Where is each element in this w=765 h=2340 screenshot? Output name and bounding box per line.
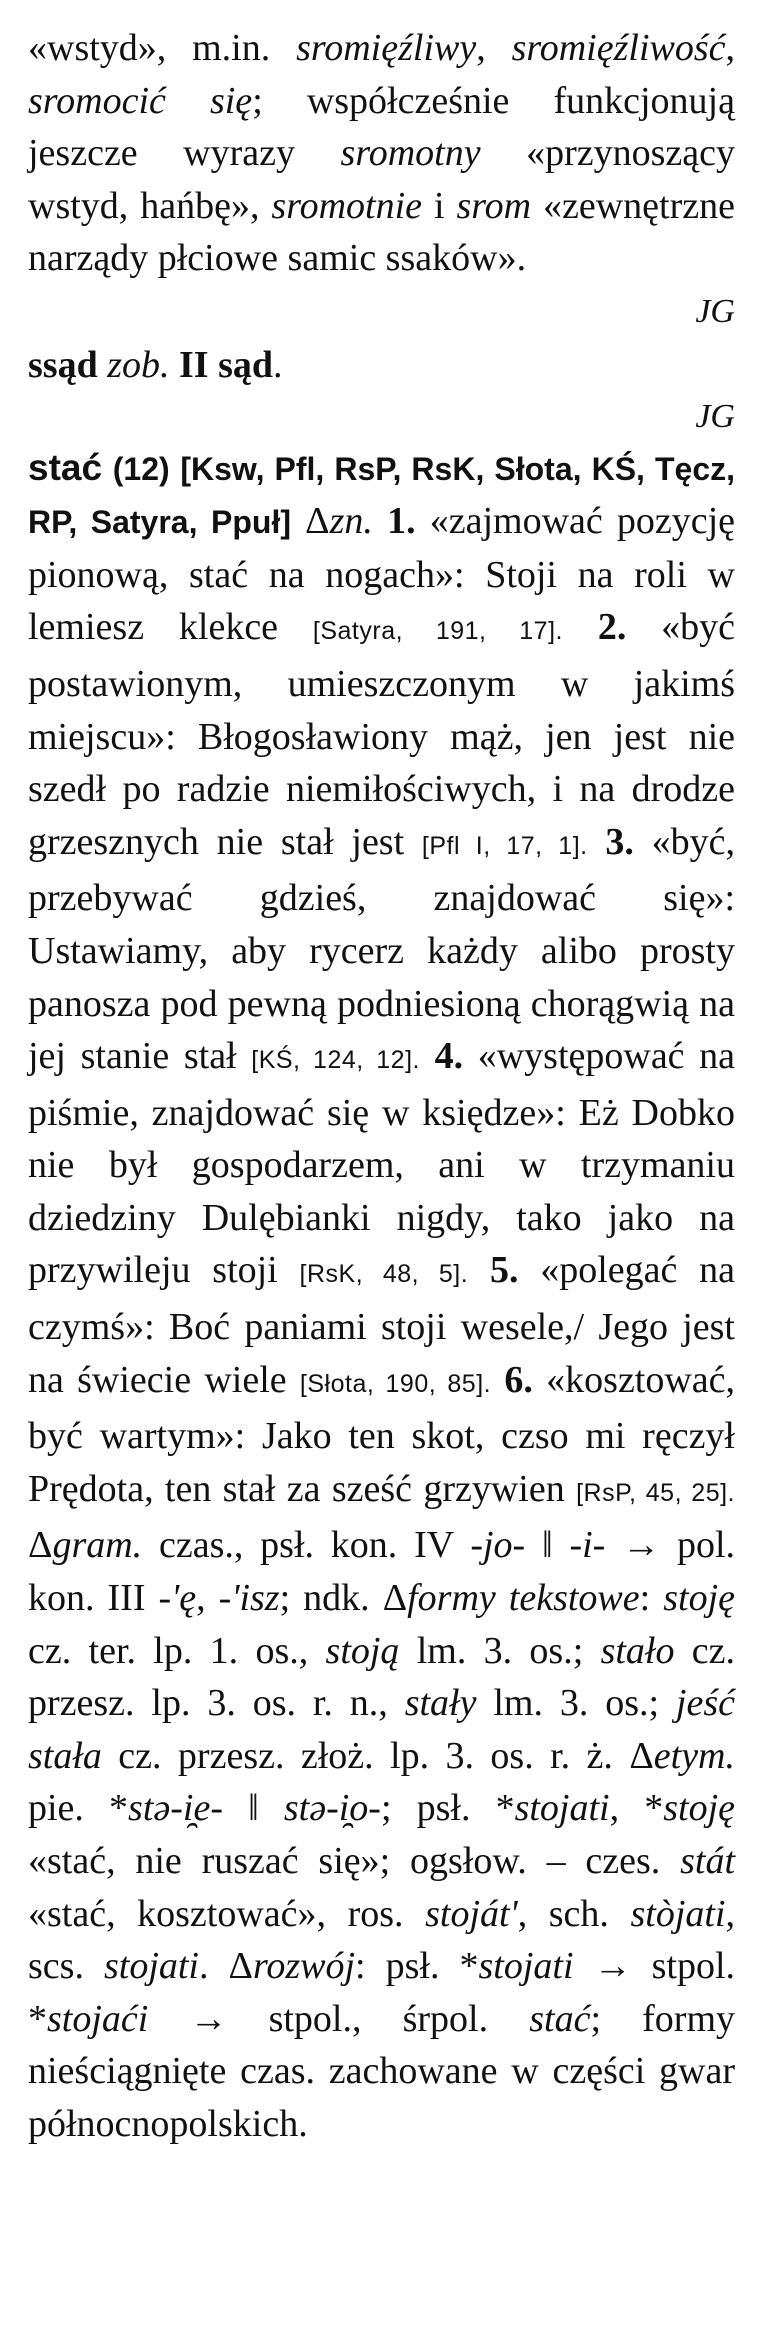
author-signature: JG <box>695 397 735 435</box>
source-citation: [RsP, 45, 25]. <box>576 1478 736 1507</box>
triangle-icon: Δ <box>382 1577 408 1620</box>
headword: stać <box>28 446 103 488</box>
quotation: Ustawiamy, aby rycerz każdy alibo prosty panosza pod pewną podniesioną chorągwią na jej stanie stał <box>28 929 735 1078</box>
cross-reference-target: II sąd <box>179 343 274 386</box>
triangle-icon: Δ <box>228 1945 253 1988</box>
source-citation: [Pfl I, 17, 1]. <box>421 831 588 860</box>
quotation: Błogosławiony mąż, jen jest nie szedł po radzie niemiłościwych, i na drodze grzesznych nie stał jest <box>28 715 735 863</box>
triangle-icon: Δ <box>28 1524 53 1567</box>
source-citation: [Słota, 190, 85]. <box>299 1369 492 1398</box>
triangle-icon: Δ <box>305 500 330 543</box>
cross-reference-label: zob. <box>107 343 170 386</box>
author-signature: JG <box>695 292 735 330</box>
triangle-icon: Δ <box>629 1734 654 1777</box>
quotation: Jako ten skot, czso mi ręczył Prędota, ten stał za sześć grzywien <box>28 1415 735 1510</box>
entry-stac: stać (12) [Ksw, Pfl, RsP, RsK, Słota, KŚ, Tęcz, RP, Satyra, Ppuł] Δzn. 1. «zajmować pozycję pionową, stać na nogach»: Stoji na roli w lemiesz klekce [Satyra, 191, 17]. 2. «być postawionym, umieszczonym w jakimś miejscu»: Błogosławiony mąż, jen jest nie szedł po radzie niemiłościwych, i na drodze grzesznych nie stał jest [Pfl I, 17, 1]. 3. «być, przebywać gdzieś, znajdować się»: Ustawiamy, aby rycerz każdy alibo prosty panosza pod pewną podniesioną chorągwią na jej stanie stał [KŚ, 124, 12]. 4. «występować na piśmie, znajdować się w księdze»: Eż Dobko nie był gospodarzem, ani w trzymaniu dziedziny Dulębianki nigdy, tako jako na przywileju stoji [RsK, 48, 5]. 5. «polegać na czymś»: Boć paniami stoji wesele,/ Jego jest na świecie wiele [Słota, 190, 85]. 6. «kosztować, być wartym»: Jako ten skot, czso mi ręczył Prędota, ten stał za sześć grzywien [RsP, 45, 25]. Δgram. czas., psł. kon. IV -jo- ‖ -i- → pol. kon. III -'ę, -'isz; ndk. Δformy tekstowe: stoję cz. ter. lp. 1. os., stoją lm. 3. os.; stało cz. przesz. lp. 3. os. r. n., stały lm. 3. os.; jeść stała cz. przesz. złoż. lp. 3. os. r. ż. Δetym. pie. *stə-i̯e- ‖ stə-i̯o-; psł. *stojati, *stoję «stać, nie ruszać się»; ogsłow. – czes. stát «stać, kosztować», ros. stoját', sch. stòjati, scs. stojati. Δrozwój: psł. *stojati → stpol. *stojaći → stpol., śrpol. stać; formy nieściągnięte czas. zachowane w części gwar północnopolskich. <box>28 446 736 2145</box>
quotation: Eż Dobko nie był gospodarzem, ani w trzymaniu dziedziny Dulębianki nigdy, tako jako na przywileju stoji <box>28 1091 735 1292</box>
occurrence-count: (12) <box>112 450 170 487</box>
entry-ssad: ssąd zob. II sąd. <box>28 343 283 386</box>
source-citation: [KŚ, 124, 12]. <box>251 1046 420 1075</box>
quotation: Boć paniami stoji wesele,/ Jego jest na świecie wiele <box>28 1306 735 1401</box>
source-citation: [Satyra, 191, 17]. <box>312 617 563 646</box>
entry-continuation: «wstyd», m.in. sromięźliwy, sromięźliwość, sromocić się; współcześnie funkcjonują jeszcze wyrazy sromotny «przynoszący wstyd, hańbę», sromotnie i srom «zewnętrzne narządy płciowe samic ssaków». <box>28 27 736 280</box>
quotation: Stoji na roli w lemiesz klekce <box>28 553 736 649</box>
source-list: [Ksw, Pfl, RsP, RsK, Słota, KŚ, Tęcz, RP, Satyra, Ppuł] <box>28 450 736 541</box>
source-citation: [RsK, 48, 5]. <box>299 1260 469 1289</box>
headword: ssąd <box>28 343 98 386</box>
